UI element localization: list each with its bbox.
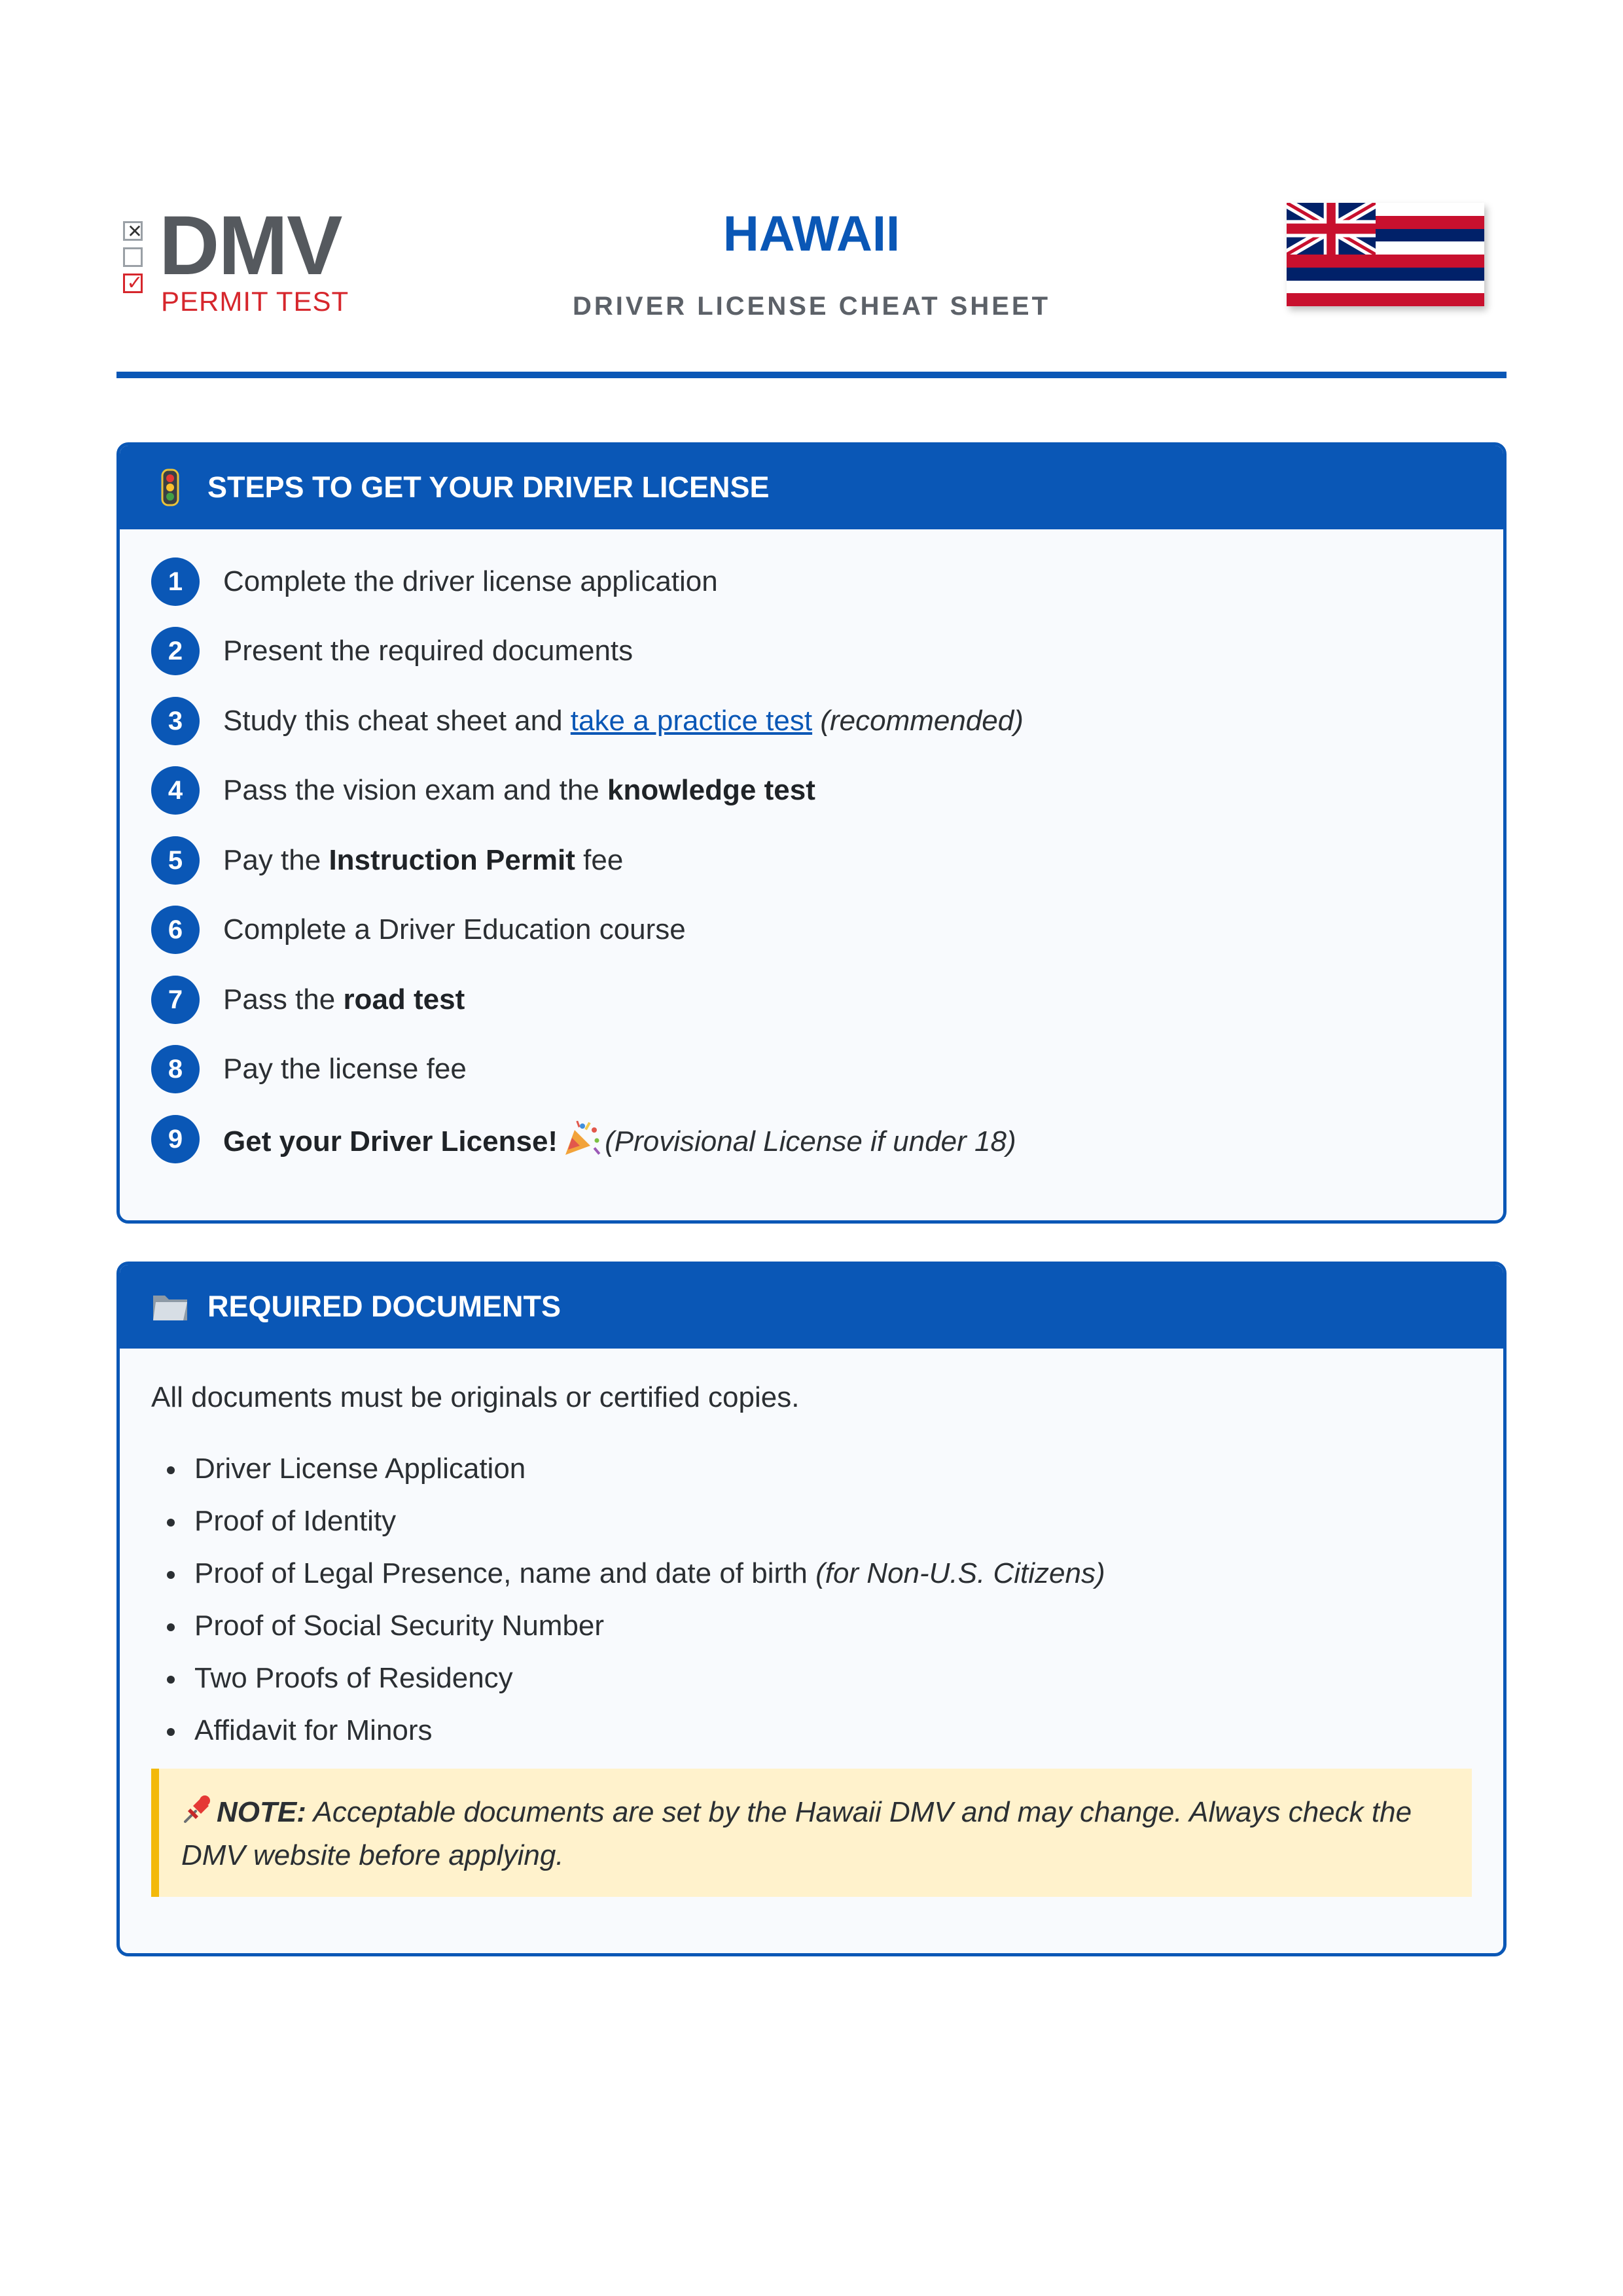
logo-dmv-text: DMV [159,199,342,292]
step-number-badge: 4 [151,766,200,815]
step-item [151,766,815,815]
step-number-badge: 3 [151,697,200,745]
step-text: Pay the license fee [223,1053,467,1085]
documents-note [151,1769,1472,1897]
document-item: Proof of Identity [167,1495,1105,1547]
step-number-badge: 5 [151,836,200,885]
step-item [151,557,718,607]
documents-list [167,1443,1105,1757]
document-item: Proof of Legal Presence, name and date of birth (for Non-U.S. Citizens) [167,1547,1105,1600]
page-subtitle: DRIVER LICENSE CHEAT SHEET [573,292,1050,321]
logo-x-box-icon: ✕ [123,221,143,241]
header-divider [116,372,1507,378]
pushpin-icon [181,1793,214,1826]
step-text: Pass the road test [223,983,465,1016]
documents-card [116,1262,1507,1956]
step-item [151,1044,467,1094]
note-label: NOTE: [217,1796,306,1828]
document-item: Affidavit for Minors [167,1704,1105,1757]
step-number-badge: 1 [151,557,200,606]
steps-card-header [120,446,1503,529]
step-number-badge: 7 [151,976,200,1024]
document-item: Driver License Application [167,1443,1105,1495]
party-popper-icon [563,1121,602,1156]
page-header [116,190,1507,353]
documents-intro: All documents must be originals or certified copies. [151,1381,800,1413]
hawaii-flag-icon [1287,203,1484,306]
documents-card-header [120,1265,1503,1349]
step-text: Get your Driver License! (Provisional License if under 18) [223,1121,1016,1158]
steps-card [116,442,1507,1224]
traffic-light-icon [151,468,189,506]
step-item [151,1114,1016,1164]
step-text: Study this cheat sheet and take a practice test (recommended) [223,705,1024,737]
step-item [151,626,633,676]
step-number-badge: 2 [151,627,200,675]
step-text: Complete a Driver Education course [223,913,686,945]
page-title: HAWAII [722,206,901,262]
step-item [151,905,686,955]
step-number-badge: 6 [151,906,200,954]
step-text: Pass the vision exam and the knowledge test [223,774,815,806]
documents-heading: REQUIRED DOCUMENTS [207,1290,562,1323]
document-item: Proof of Social Security Number [167,1600,1105,1652]
step-text: Complete the driver license application [223,565,718,597]
document-item: Two Proofs of Residency [167,1652,1105,1704]
step-text: Present the required documents [223,635,633,667]
union-jack-icon [1287,203,1376,255]
step-number-badge: 9 [151,1115,200,1163]
step-number-badge: 8 [151,1045,200,1093]
note-text: Acceptable documents are set by the Hawaii DMV and may change. Always check the DMV website before applying. [181,1796,1412,1871]
logo-permit-test-text: PERMIT TEST [161,286,349,317]
steps-heading: STEPS TO GET YOUR DRIVER LICENSE [207,470,770,504]
step-text: Pay the Instruction Permit fee [223,844,624,876]
logo-check-box-icon: ✓ [123,274,143,293]
step-item [151,975,465,1025]
step-item [151,696,1024,746]
step-item [151,836,623,885]
folder-icon [151,1288,189,1326]
practice-test-link[interactable]: take a practice test [570,705,813,737]
